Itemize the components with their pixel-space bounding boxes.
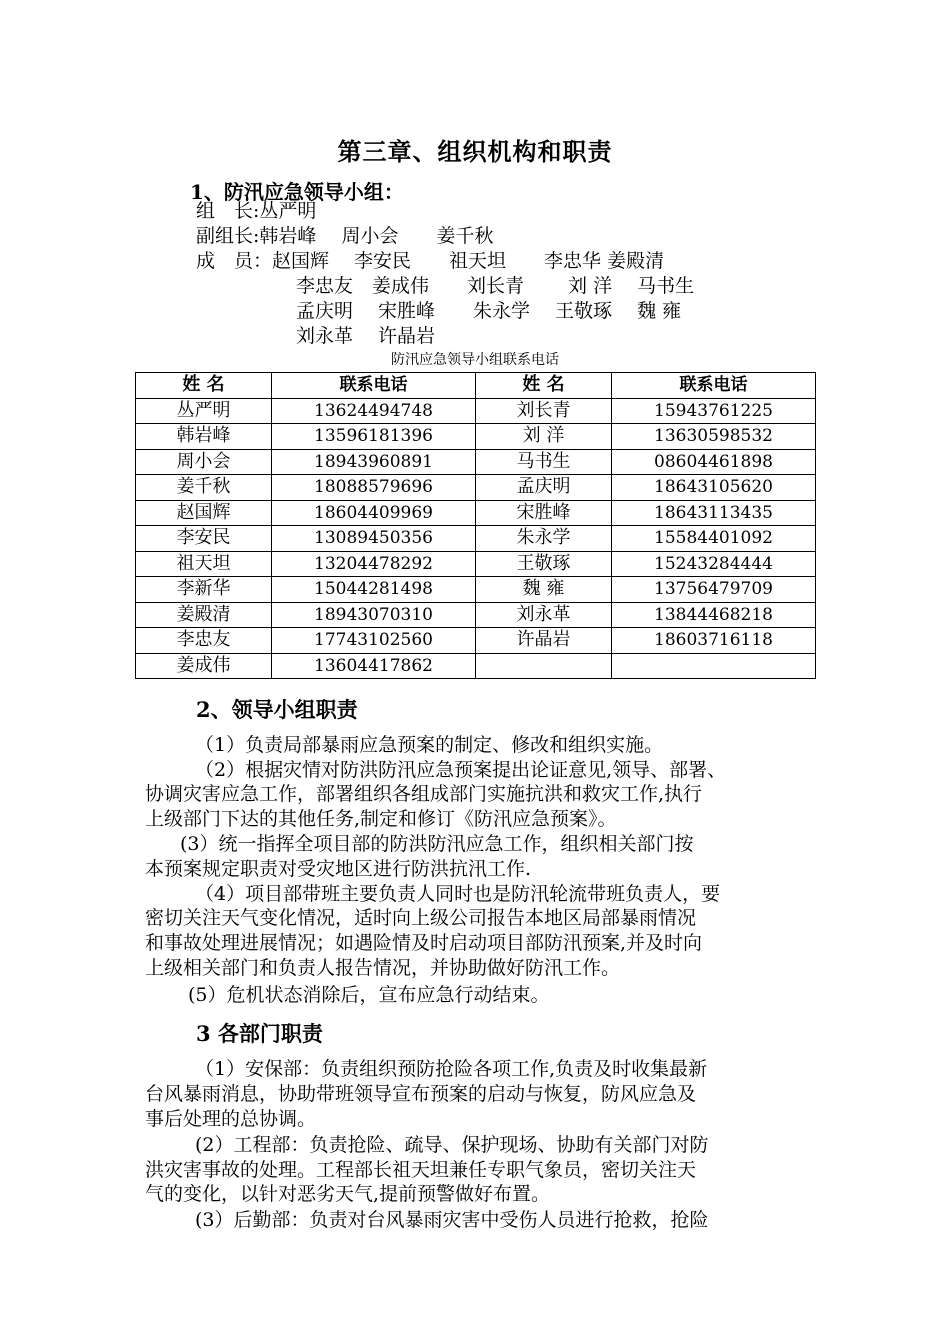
- name-cell: 马书生: [476, 449, 612, 475]
- name-cell: 朱永学: [476, 526, 612, 552]
- name-cell: 赵国辉: [136, 500, 272, 526]
- phone-cell: 18088579696: [272, 475, 476, 501]
- phone-cell: 13089450356: [272, 526, 476, 552]
- paragraph-line: 上级部门下达的其他任务,制定和修订《防汛应急预案》。: [145, 808, 617, 830]
- phone-cell: 13756479709: [612, 577, 816, 603]
- phone-cell: 18643113435: [612, 500, 816, 526]
- name-cell: 魏 雍: [476, 577, 612, 603]
- paragraph-line: (5）危机状态消除后，宣布应急行动结束。: [188, 984, 550, 1006]
- table-row: [136, 424, 816, 450]
- members-line: 李忠友 姜成伟 刘长青 刘 洋 马书生: [296, 275, 695, 297]
- name-cell: 丛严明: [136, 398, 272, 424]
- paragraph-line: 本预案规定职责对受灾地区进行防洪抗汛工作.: [145, 858, 532, 880]
- name-cell: 李新华: [136, 577, 272, 603]
- name-cell: 李安民: [136, 526, 272, 552]
- members-line: 成 员：赵国辉 李安民 祖天坦 李忠华 姜殿清: [196, 250, 665, 272]
- name-cell: 祖天坦: [136, 551, 272, 577]
- table-caption: 防汛应急领导小组联系电话: [391, 352, 559, 368]
- name-cell: 许晶岩: [476, 628, 612, 654]
- table-row: [136, 628, 816, 654]
- table-row: [136, 475, 816, 501]
- table-row: [136, 577, 816, 603]
- phone-cell: 18943960891: [272, 449, 476, 475]
- table-row: [136, 551, 816, 577]
- section3-title: 3 各部门职责: [196, 1021, 323, 1046]
- table-row: [136, 398, 816, 424]
- deputy-leaders-line: 副组长:韩岩峰 周小会 姜千秋: [196, 225, 494, 247]
- paragraph-line: 和事故处理进展情况；如遇险情及时启动项目部防汛预案,并及时向: [145, 932, 703, 954]
- name-cell: 姜千秋: [136, 475, 272, 501]
- header-name: 姓 名: [136, 373, 272, 399]
- phone-cell: 15584401092: [612, 526, 816, 552]
- paragraph-line: 台风暴雨消息，协助带班领导宣布预案的启动与恢复，防风应急及: [145, 1083, 697, 1105]
- members-line: 孟庆明 宋胜峰 朱永学 王敬琢 魏 雍: [296, 300, 682, 322]
- phone-cell: 17743102560: [272, 628, 476, 654]
- phone-cell: 13630598532: [612, 424, 816, 450]
- name-cell: 韩岩峰: [136, 424, 272, 450]
- phone-cell: 13624494748: [272, 398, 476, 424]
- name-cell: 李忠友: [136, 628, 272, 654]
- header-phone: 联系电话: [272, 373, 476, 399]
- members-line: 刘永革 许晶岩: [296, 325, 436, 347]
- phone-cell: 18603716118: [612, 628, 816, 654]
- name-cell: 刘长青: [476, 398, 612, 424]
- section2-title: 2、领导小组职责: [196, 697, 358, 722]
- paragraph-line: （4）项目部带班主要负责人同时也是防汛轮流带班负责人，要: [195, 883, 721, 905]
- table-body: [136, 398, 816, 679]
- table-row: [136, 500, 816, 526]
- chapter-title: 第三章、组织机构和职责: [337, 137, 613, 166]
- name-cell: 刘永革: [476, 602, 612, 628]
- paragraph-line: 洪灾害事故的处理。工程部长祖天坦兼任专职气象员，密切关注天: [145, 1159, 697, 1181]
- name-cell: 刘 洋: [476, 424, 612, 450]
- paragraph-line: （2）根据灾情对防洪防汛应急预案提出论证意见,领导、部署、: [195, 759, 727, 781]
- phone-cell: [612, 653, 816, 679]
- table-row: [136, 602, 816, 628]
- name-cell: 姜成伟: [136, 653, 272, 679]
- paragraph-line: (2）工程部：负责抢险、疏导、保护现场、协助有关部门对防: [195, 1134, 709, 1156]
- paragraph-line: 气的变化，以针对恶劣天气,提前预警做好布置。: [145, 1183, 551, 1205]
- phone-cell: 13596181396: [272, 424, 476, 450]
- table-row: [136, 653, 816, 679]
- phone-cell: 18943070310: [272, 602, 476, 628]
- name-cell: 孟庆明: [476, 475, 612, 501]
- contact-table: [135, 372, 816, 679]
- paragraph-line: (3）统一指挥全项目部的防洪防汛应急工作，组织相关部门按: [180, 833, 694, 855]
- phone-cell: 15943761225: [612, 398, 816, 424]
- phone-cell: 08604461898: [612, 449, 816, 475]
- phone-cell: 13204478292: [272, 551, 476, 577]
- header-name: 姓 名: [476, 373, 612, 399]
- paragraph-line: 协调灾害应急工作，部署组织各组成部门实施抗洪和救灾工作,执行: [145, 783, 703, 805]
- paragraph-line: (3）后勤部：负责对台风暴雨灾害中受伤人员进行抢救，抢险: [195, 1209, 709, 1231]
- name-cell: 周小会: [136, 449, 272, 475]
- table-row: [136, 526, 816, 552]
- name-cell: [476, 653, 612, 679]
- paragraph-line: （1）负责局部暴雨应急预案的制定、修改和组织实施。: [195, 734, 664, 756]
- paragraph-line: 事后处理的总协调。: [145, 1108, 317, 1130]
- phone-cell: 18604409969: [272, 500, 476, 526]
- paragraph-line: 密切关注天气变化情况，适时向上级公司报告本地区局部暴雨情况: [145, 907, 697, 929]
- table-row: [136, 449, 816, 475]
- header-phone: 联系电话: [612, 373, 816, 399]
- phone-cell: 13604417862: [272, 653, 476, 679]
- phone-cell: 15243284444: [612, 551, 816, 577]
- leader-line: 组 长:丛严明: [196, 200, 317, 222]
- paragraph-line: 上级相关部门和负责人报告情况，并协助做好防汛工作。: [145, 957, 621, 979]
- phone-cell: 13844468218: [612, 602, 816, 628]
- paragraph-line: （1）安保部：负责组织预防抢险各项工作,负责及时收集最新: [195, 1058, 708, 1080]
- name-cell: 宋胜峰: [476, 500, 612, 526]
- section1-title: 1、防汛应急领导小组：: [190, 180, 404, 204]
- name-cell: 王敬琢: [476, 551, 612, 577]
- phone-cell: 18643105620: [612, 475, 816, 501]
- table-header-row: [136, 373, 816, 399]
- phone-cell: 15044281498: [272, 577, 476, 603]
- name-cell: 姜殿清: [136, 602, 272, 628]
